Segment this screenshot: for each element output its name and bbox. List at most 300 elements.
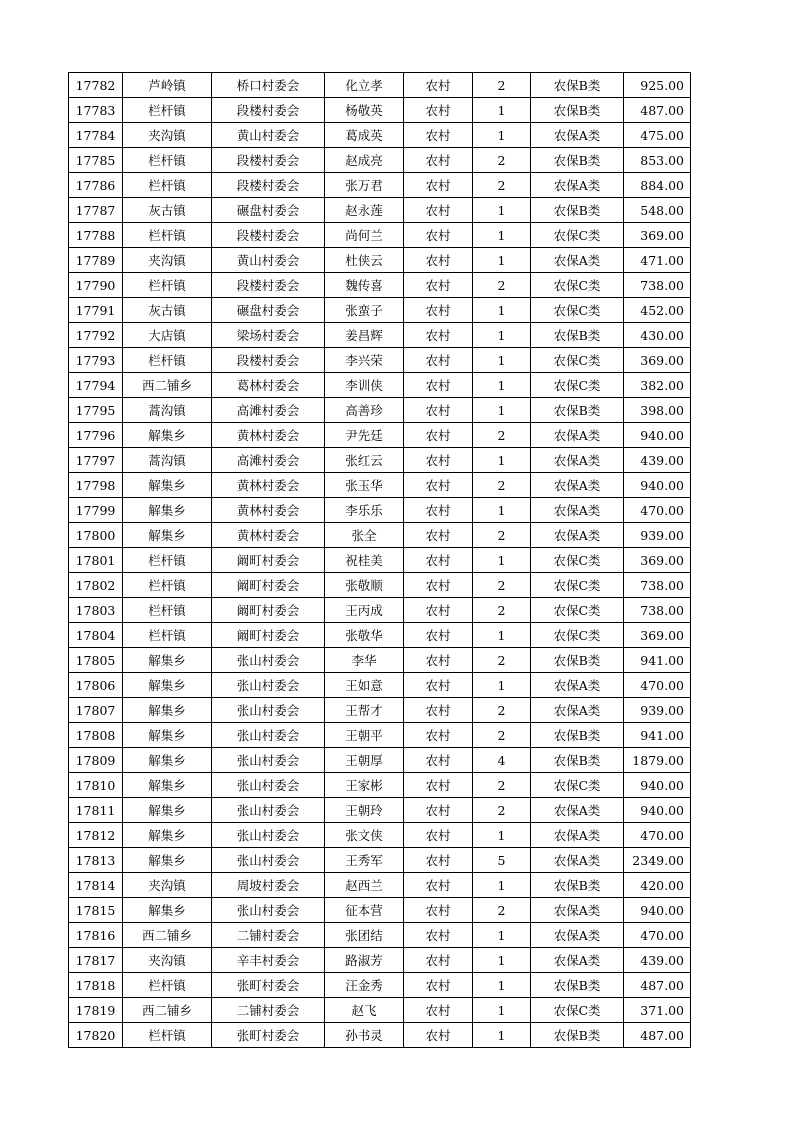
village-committee-cell: 阚町村委会: [212, 598, 325, 623]
village-committee-cell: 张山村委会: [212, 798, 325, 823]
township-cell: 栏杆镇: [123, 173, 212, 198]
person-name-cell: 王家彬: [325, 773, 404, 798]
village-committee-cell: 段楼村委会: [212, 223, 325, 248]
area-type-cell: 农村: [404, 848, 473, 873]
insurance-category-cell: 农保B类: [531, 98, 624, 123]
village-committee-cell: 张山村委会: [212, 723, 325, 748]
area-type-cell: 农村: [404, 873, 473, 898]
village-committee-cell: 张山村委会: [212, 748, 325, 773]
amount-cell: 382.00: [624, 373, 691, 398]
insurance-category-cell: 农保B类: [531, 648, 624, 673]
person-name-cell: 高善珍: [325, 398, 404, 423]
amount-cell: 470.00: [624, 673, 691, 698]
table-row: [69, 998, 691, 1023]
household-count-cell: 2: [473, 648, 531, 673]
person-name-cell: 张全: [325, 523, 404, 548]
insurance-category-cell: 农保A类: [531, 523, 624, 548]
area-type-cell: 农村: [404, 698, 473, 723]
township-cell: 解集乡: [123, 673, 212, 698]
amount-cell: 940.00: [624, 798, 691, 823]
table-row: [69, 148, 691, 173]
area-type-cell: 农村: [404, 123, 473, 148]
row-number-cell: 17815: [69, 898, 123, 923]
village-committee-cell: 段楼村委会: [212, 348, 325, 373]
insurance-category-cell: 农保B类: [531, 148, 624, 173]
household-count-cell: 2: [473, 698, 531, 723]
table-row: [69, 823, 691, 848]
township-cell: 解集乡: [123, 648, 212, 673]
amount-cell: 439.00: [624, 448, 691, 473]
amount-cell: 738.00: [624, 573, 691, 598]
township-cell: 解集乡: [123, 523, 212, 548]
amount-cell: 884.00: [624, 173, 691, 198]
household-count-cell: 2: [473, 723, 531, 748]
area-type-cell: 农村: [404, 648, 473, 673]
insurance-category-cell: 农保A类: [531, 173, 624, 198]
village-committee-cell: 周坡村委会: [212, 873, 325, 898]
township-cell: 芦岭镇: [123, 73, 212, 98]
household-count-cell: 2: [473, 773, 531, 798]
insurance-category-cell: 农保B类: [531, 73, 624, 98]
amount-cell: 941.00: [624, 648, 691, 673]
table-row: [69, 748, 691, 773]
township-cell: 蒿沟镇: [123, 448, 212, 473]
area-type-cell: 农村: [404, 973, 473, 998]
table-row: [69, 898, 691, 923]
person-name-cell: 尹先廷: [325, 423, 404, 448]
table-row: [69, 448, 691, 473]
township-cell: 灰古镇: [123, 298, 212, 323]
insurance-category-cell: 农保C类: [531, 373, 624, 398]
area-type-cell: 农村: [404, 98, 473, 123]
insurance-category-cell: 农保A类: [531, 698, 624, 723]
table-row: [69, 398, 691, 423]
household-count-cell: 2: [473, 173, 531, 198]
insurance-category-cell: 农保B类: [531, 323, 624, 348]
amount-cell: 369.00: [624, 548, 691, 573]
row-number-cell: 17818: [69, 973, 123, 998]
table-row: [69, 323, 691, 348]
village-committee-cell: 高滩村委会: [212, 448, 325, 473]
row-number-cell: 17793: [69, 348, 123, 373]
village-committee-cell: 段楼村委会: [212, 148, 325, 173]
row-number-cell: 17812: [69, 823, 123, 848]
township-cell: 夹沟镇: [123, 248, 212, 273]
insurance-category-cell: 农保A类: [531, 123, 624, 148]
village-committee-cell: 阚町村委会: [212, 623, 325, 648]
township-cell: 栏杆镇: [123, 598, 212, 623]
insurance-category-cell: 农保A类: [531, 673, 624, 698]
amount-cell: 430.00: [624, 323, 691, 348]
township-cell: 栏杆镇: [123, 223, 212, 248]
township-cell: 解集乡: [123, 698, 212, 723]
table-row: [69, 698, 691, 723]
row-number-cell: 17808: [69, 723, 123, 748]
table-row: [69, 273, 691, 298]
village-committee-cell: 黄林村委会: [212, 523, 325, 548]
township-cell: 栏杆镇: [123, 1023, 212, 1048]
person-name-cell: 王丙成: [325, 598, 404, 623]
table-row: [69, 223, 691, 248]
household-count-cell: 1: [473, 1023, 531, 1048]
township-cell: 西二铺乡: [123, 923, 212, 948]
row-number-cell: 17804: [69, 623, 123, 648]
insurance-category-cell: 农保C类: [531, 298, 624, 323]
area-type-cell: 农村: [404, 898, 473, 923]
records-table-body: [69, 73, 691, 1048]
table-row: [69, 798, 691, 823]
table-row: [69, 523, 691, 548]
village-committee-cell: 黄林村委会: [212, 473, 325, 498]
row-number-cell: 17800: [69, 523, 123, 548]
row-number-cell: 17783: [69, 98, 123, 123]
village-committee-cell: 张山村委会: [212, 648, 325, 673]
table-row: [69, 173, 691, 198]
row-number-cell: 17789: [69, 248, 123, 273]
person-name-cell: 李乐乐: [325, 498, 404, 523]
row-number-cell: 17786: [69, 173, 123, 198]
row-number-cell: 17784: [69, 123, 123, 148]
person-name-cell: 王朝玲: [325, 798, 404, 823]
person-name-cell: 张团结: [325, 923, 404, 948]
area-type-cell: 农村: [404, 798, 473, 823]
person-name-cell: 征本营: [325, 898, 404, 923]
amount-cell: 2349.00: [624, 848, 691, 873]
table-row: [69, 473, 691, 498]
village-committee-cell: 阚町村委会: [212, 548, 325, 573]
person-name-cell: 张文侠: [325, 823, 404, 848]
village-committee-cell: 二铺村委会: [212, 998, 325, 1023]
insurance-category-cell: 农保C类: [531, 548, 624, 573]
area-type-cell: 农村: [404, 298, 473, 323]
amount-cell: 487.00: [624, 1023, 691, 1048]
insurance-category-cell: 农保B类: [531, 748, 624, 773]
area-type-cell: 农村: [404, 598, 473, 623]
village-committee-cell: 二铺村委会: [212, 923, 325, 948]
area-type-cell: 农村: [404, 923, 473, 948]
township-cell: 灰古镇: [123, 198, 212, 223]
area-type-cell: 农村: [404, 623, 473, 648]
table-row: [69, 1023, 691, 1048]
amount-cell: 439.00: [624, 948, 691, 973]
amount-cell: 940.00: [624, 473, 691, 498]
household-count-cell: 1: [473, 948, 531, 973]
area-type-cell: 农村: [404, 373, 473, 398]
township-cell: 解集乡: [123, 498, 212, 523]
household-count-cell: 1: [473, 298, 531, 323]
household-count-cell: 2: [473, 473, 531, 498]
village-committee-cell: 阚町村委会: [212, 573, 325, 598]
table-row: [69, 98, 691, 123]
table-row: [69, 923, 691, 948]
area-type-cell: 农村: [404, 348, 473, 373]
area-type-cell: 农村: [404, 248, 473, 273]
amount-cell: 939.00: [624, 523, 691, 548]
amount-cell: 548.00: [624, 198, 691, 223]
table-row: [69, 948, 691, 973]
township-cell: 西二铺乡: [123, 373, 212, 398]
household-count-cell: 2: [473, 598, 531, 623]
village-committee-cell: 辛丰村委会: [212, 948, 325, 973]
row-number-cell: 17811: [69, 798, 123, 823]
table-row: [69, 373, 691, 398]
row-number-cell: 17795: [69, 398, 123, 423]
insurance-category-cell: 农保C类: [531, 773, 624, 798]
row-number-cell: 17813: [69, 848, 123, 873]
township-cell: 解集乡: [123, 773, 212, 798]
township-cell: 解集乡: [123, 473, 212, 498]
table-row: [69, 723, 691, 748]
area-type-cell: 农村: [404, 723, 473, 748]
person-name-cell: 赵西兰: [325, 873, 404, 898]
household-count-cell: 1: [473, 873, 531, 898]
insurance-category-cell: 农保A类: [531, 948, 624, 973]
amount-cell: 1879.00: [624, 748, 691, 773]
village-committee-cell: 黄林村委会: [212, 498, 325, 523]
row-number-cell: 17790: [69, 273, 123, 298]
insurance-category-cell: 农保A类: [531, 898, 624, 923]
person-name-cell: 姜昌辉: [325, 323, 404, 348]
row-number-cell: 17792: [69, 323, 123, 348]
amount-cell: 369.00: [624, 348, 691, 373]
person-name-cell: 张敬顺: [325, 573, 404, 598]
table-row: [69, 973, 691, 998]
person-name-cell: 王如意: [325, 673, 404, 698]
table-row: [69, 648, 691, 673]
amount-cell: 470.00: [624, 823, 691, 848]
township-cell: 夹沟镇: [123, 948, 212, 973]
insurance-category-cell: 农保A类: [531, 798, 624, 823]
household-count-cell: 2: [473, 423, 531, 448]
person-name-cell: 王朝厚: [325, 748, 404, 773]
household-count-cell: 2: [473, 798, 531, 823]
household-count-cell: 1: [473, 373, 531, 398]
area-type-cell: 农村: [404, 1023, 473, 1048]
township-cell: 解集乡: [123, 848, 212, 873]
table-row: [69, 498, 691, 523]
row-number-cell: 17801: [69, 548, 123, 573]
table-row: [69, 548, 691, 573]
row-number-cell: 17807: [69, 698, 123, 723]
insurance-category-cell: 农保C类: [531, 623, 624, 648]
amount-cell: 941.00: [624, 723, 691, 748]
township-cell: 栏杆镇: [123, 548, 212, 573]
person-name-cell: 杜侠云: [325, 248, 404, 273]
row-number-cell: 17787: [69, 198, 123, 223]
person-name-cell: 张玉华: [325, 473, 404, 498]
area-type-cell: 农村: [404, 223, 473, 248]
row-number-cell: 17814: [69, 873, 123, 898]
person-name-cell: 化立孝: [325, 73, 404, 98]
insurance-category-cell: 农保B类: [531, 973, 624, 998]
township-cell: 栏杆镇: [123, 573, 212, 598]
household-count-cell: 1: [473, 248, 531, 273]
village-committee-cell: 张山村委会: [212, 673, 325, 698]
person-name-cell: 祝桂美: [325, 548, 404, 573]
area-type-cell: 农村: [404, 748, 473, 773]
table-row: [69, 573, 691, 598]
village-committee-cell: 黄山村委会: [212, 123, 325, 148]
table-row: [69, 423, 691, 448]
village-committee-cell: 桥口村委会: [212, 73, 325, 98]
insurance-category-cell: 农保A类: [531, 473, 624, 498]
village-committee-cell: 张山村委会: [212, 898, 325, 923]
village-committee-cell: 段楼村委会: [212, 273, 325, 298]
row-number-cell: 17810: [69, 773, 123, 798]
table-row: [69, 123, 691, 148]
insurance-category-cell: 农保A类: [531, 848, 624, 873]
row-number-cell: 17797: [69, 448, 123, 473]
person-name-cell: 赵飞: [325, 998, 404, 1023]
township-cell: 栏杆镇: [123, 623, 212, 648]
person-name-cell: 李兴荣: [325, 348, 404, 373]
township-cell: 栏杆镇: [123, 273, 212, 298]
township-cell: 夹沟镇: [123, 123, 212, 148]
person-name-cell: 王朝平: [325, 723, 404, 748]
area-type-cell: 农村: [404, 198, 473, 223]
person-name-cell: 张蛮子: [325, 298, 404, 323]
area-type-cell: 农村: [404, 473, 473, 498]
area-type-cell: 农村: [404, 673, 473, 698]
amount-cell: 452.00: [624, 298, 691, 323]
area-type-cell: 农村: [404, 998, 473, 1023]
household-count-cell: 1: [473, 323, 531, 348]
person-name-cell: 王帮才: [325, 698, 404, 723]
township-cell: 栏杆镇: [123, 973, 212, 998]
insurance-category-cell: 农保A类: [531, 823, 624, 848]
amount-cell: 487.00: [624, 98, 691, 123]
insurance-category-cell: 农保A类: [531, 248, 624, 273]
village-committee-cell: 黄山村委会: [212, 248, 325, 273]
village-committee-cell: 段楼村委会: [212, 98, 325, 123]
person-name-cell: 路淑芳: [325, 948, 404, 973]
amount-cell: 475.00: [624, 123, 691, 148]
village-committee-cell: 张山村委会: [212, 848, 325, 873]
township-cell: 栏杆镇: [123, 148, 212, 173]
row-number-cell: 17820: [69, 1023, 123, 1048]
township-cell: 解集乡: [123, 423, 212, 448]
household-count-cell: 1: [473, 548, 531, 573]
household-count-cell: 1: [473, 223, 531, 248]
insurance-category-cell: 农保C类: [531, 998, 624, 1023]
village-committee-cell: 张町村委会: [212, 1023, 325, 1048]
amount-cell: 471.00: [624, 248, 691, 273]
amount-cell: 738.00: [624, 273, 691, 298]
row-number-cell: 17817: [69, 948, 123, 973]
area-type-cell: 农村: [404, 548, 473, 573]
household-count-cell: 1: [473, 348, 531, 373]
person-name-cell: 赵永莲: [325, 198, 404, 223]
person-name-cell: 李华: [325, 648, 404, 673]
area-type-cell: 农村: [404, 423, 473, 448]
area-type-cell: 农村: [404, 498, 473, 523]
row-number-cell: 17816: [69, 923, 123, 948]
person-name-cell: 李训侠: [325, 373, 404, 398]
amount-cell: 738.00: [624, 598, 691, 623]
village-committee-cell: 张町村委会: [212, 973, 325, 998]
household-count-cell: 2: [473, 573, 531, 598]
area-type-cell: 农村: [404, 273, 473, 298]
table-row: [69, 198, 691, 223]
insurance-category-cell: 农保B类: [531, 198, 624, 223]
insurance-category-cell: 农保C类: [531, 223, 624, 248]
amount-cell: 398.00: [624, 398, 691, 423]
household-count-cell: 1: [473, 448, 531, 473]
person-name-cell: 孙书灵: [325, 1023, 404, 1048]
township-cell: 大店镇: [123, 323, 212, 348]
amount-cell: 369.00: [624, 623, 691, 648]
table-row: [69, 873, 691, 898]
village-committee-cell: 梁场村委会: [212, 323, 325, 348]
area-type-cell: 农村: [404, 573, 473, 598]
table-row: [69, 598, 691, 623]
insurance-category-cell: 农保A类: [531, 923, 624, 948]
household-count-cell: 1: [473, 623, 531, 648]
village-committee-cell: 张山村委会: [212, 773, 325, 798]
row-number-cell: 17782: [69, 73, 123, 98]
township-cell: 解集乡: [123, 898, 212, 923]
household-count-cell: 2: [473, 148, 531, 173]
village-committee-cell: 段楼村委会: [212, 173, 325, 198]
person-name-cell: 张红云: [325, 448, 404, 473]
insurance-category-cell: 农保C类: [531, 348, 624, 373]
person-name-cell: 葛成英: [325, 123, 404, 148]
person-name-cell: 张敬华: [325, 623, 404, 648]
insurance-category-cell: 农保C类: [531, 273, 624, 298]
amount-cell: 940.00: [624, 423, 691, 448]
township-cell: 解集乡: [123, 723, 212, 748]
household-count-cell: 1: [473, 198, 531, 223]
row-number-cell: 17805: [69, 648, 123, 673]
row-number-cell: 17785: [69, 148, 123, 173]
row-number-cell: 17798: [69, 473, 123, 498]
row-number-cell: 17806: [69, 673, 123, 698]
row-number-cell: 17802: [69, 573, 123, 598]
amount-cell: 939.00: [624, 698, 691, 723]
insurance-category-cell: 农保B类: [531, 723, 624, 748]
township-cell: 解集乡: [123, 823, 212, 848]
amount-cell: 470.00: [624, 923, 691, 948]
household-count-cell: 1: [473, 123, 531, 148]
person-name-cell: 杨敬英: [325, 98, 404, 123]
area-type-cell: 农村: [404, 398, 473, 423]
area-type-cell: 农村: [404, 523, 473, 548]
amount-cell: 369.00: [624, 223, 691, 248]
amount-cell: 940.00: [624, 773, 691, 798]
area-type-cell: 农村: [404, 148, 473, 173]
row-number-cell: 17794: [69, 373, 123, 398]
person-name-cell: 汪金秀: [325, 973, 404, 998]
amount-cell: 853.00: [624, 148, 691, 173]
township-cell: 解集乡: [123, 748, 212, 773]
amount-cell: 487.00: [624, 973, 691, 998]
village-committee-cell: 碾盘村委会: [212, 298, 325, 323]
amount-cell: 420.00: [624, 873, 691, 898]
table-row: [69, 848, 691, 873]
row-number-cell: 17809: [69, 748, 123, 773]
table-row: [69, 248, 691, 273]
household-count-cell: 1: [473, 398, 531, 423]
household-count-cell: 1: [473, 673, 531, 698]
person-name-cell: 魏传喜: [325, 273, 404, 298]
table-row: [69, 673, 691, 698]
township-cell: 栏杆镇: [123, 98, 212, 123]
area-type-cell: 农村: [404, 73, 473, 98]
household-count-cell: 2: [473, 898, 531, 923]
insurance-category-cell: 农保A类: [531, 448, 624, 473]
insurance-category-cell: 农保B类: [531, 398, 624, 423]
township-cell: 夹沟镇: [123, 873, 212, 898]
